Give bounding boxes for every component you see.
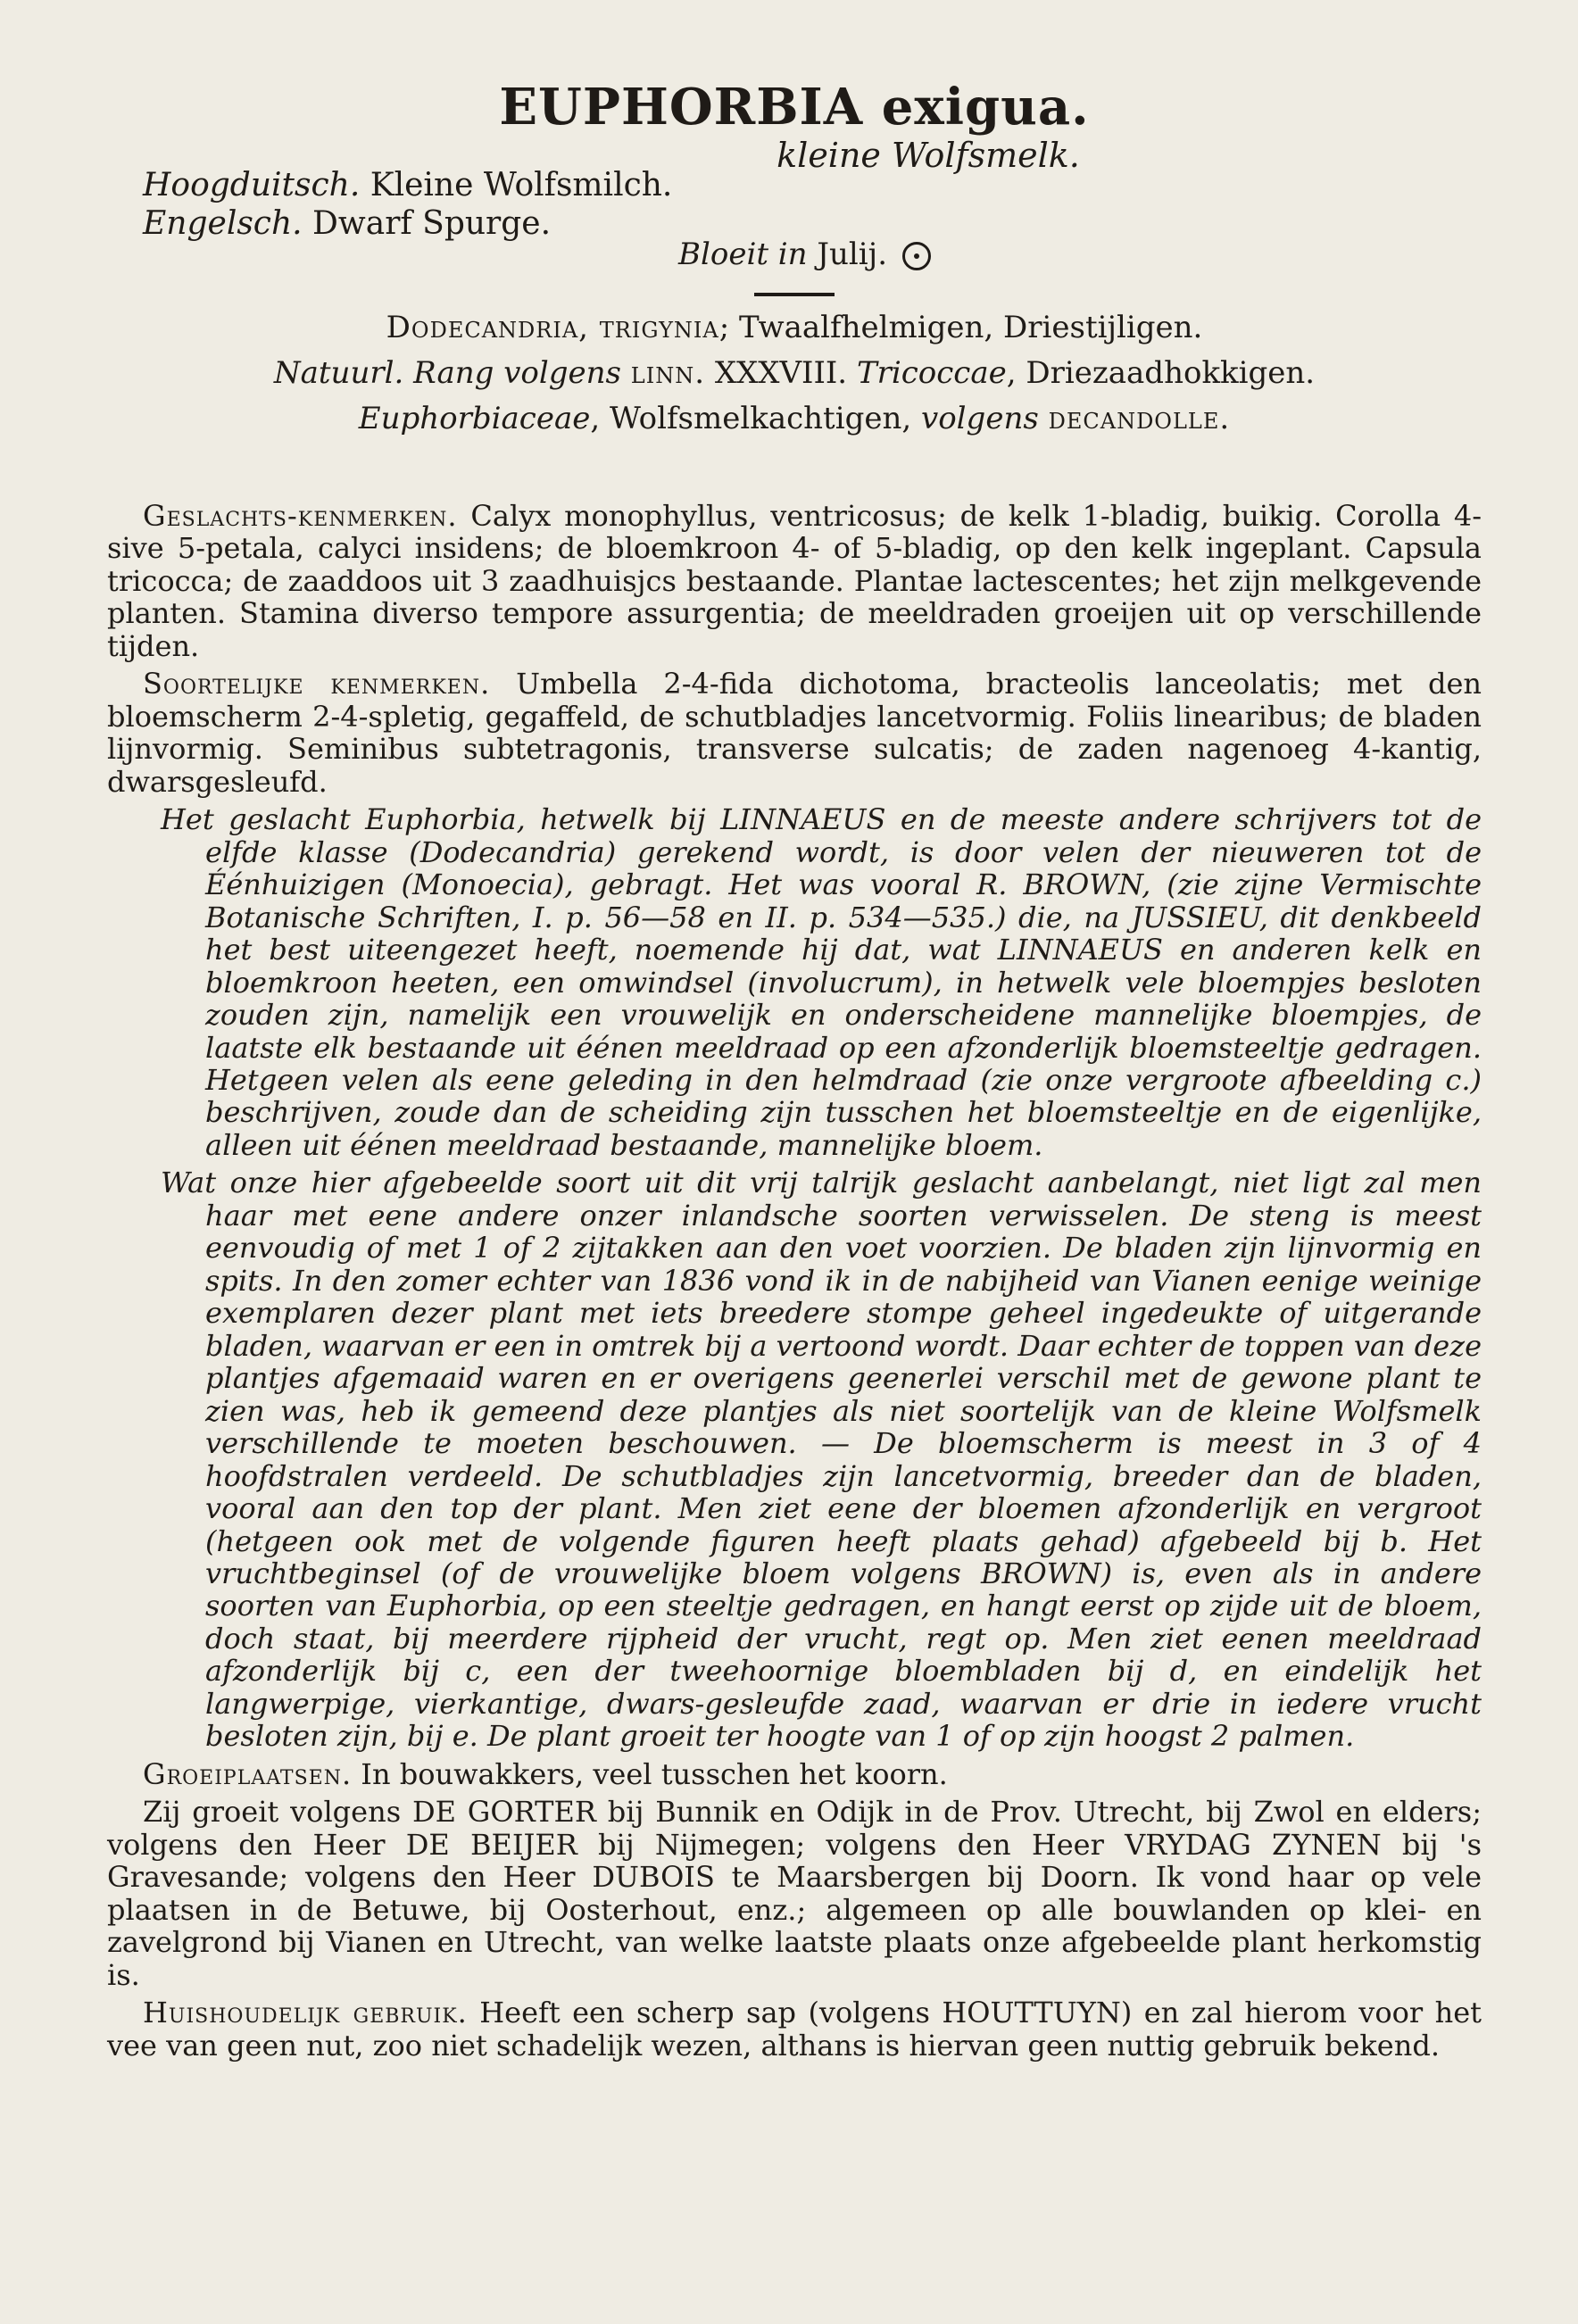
german-name-line <box>143 166 672 204</box>
page-title: EUPHORBIA exigua. <box>499 78 1090 137</box>
bloom-month: Julij. <box>817 237 888 272</box>
classification-line-2 <box>107 351 1482 396</box>
volgens-label: volgens <box>921 401 1039 436</box>
page <box>107 80 1482 2258</box>
divider-rule <box>754 293 835 296</box>
classification <box>107 305 1482 442</box>
english-name: Dwarf Spurge. <box>312 205 552 243</box>
classification-line-1 <box>107 305 1482 351</box>
huis-heading: Huishoudelijk gebruik. <box>143 1996 468 2030</box>
bloom-label: Bloeit in <box>678 237 808 272</box>
huis-text: Heeft een scherp sap (volgens HOUTTUYN) en zal hierom voor het vee van geen nut, zoo niet schadelijk wezen, althans is hiervan geen nuttig gebruik bekend. <box>107 1996 1482 2063</box>
family-name: Euphorbiaceae <box>358 401 591 436</box>
paragraph-genus: Het geslacht Euphorbia, hetwelk bij LINNAEUS en de meeste andere schrijvers tot de elfde klasse (Dodecandria) gerekend wordt, is door velen der nieuweren tot de Éénhuizigen (Monoecia), gebragt. Het was vooral R. BROWN, (zie zijne Vermischte Botanische Schriften, I. p. 56—58 en II. p. 534—535.) die, na JUSSIEU, dit denkbeeld het best uiteengezet heeft, noemende hij dat, wat LINNAEUS en anderen kelk en bloemkroon heeten, een omwindsel (involucrum), in hetwelk vele bloempjes besloten zouden zijn, namelijk een vrouwelijk en onderscheidene mannelijke bloempjes, de laatste elk bestaande uit éénen meeldraad op een afzonderlijk bloemsteeltje gedragen. Hetgeen velen als eene geleding in den helmdraad (zie onze vergroote afbeelding c.) beschrijven, zoude dan de scheiding zijn tusschen het bloemsteeltje en de eigenlijke, alleen uit éénen meeldraad bestaande, mannelijke bloem. <box>161 802 1482 1162</box>
english-name-line <box>143 204 672 243</box>
geslacht-heading: Geslachts-kenmerken. <box>143 499 458 533</box>
decandolle-ref: decandolle. <box>1048 401 1231 436</box>
classification-line-3 <box>107 396 1482 442</box>
class-system: Dodecandria, trigynia <box>386 310 719 345</box>
groei-section <box>107 1758 1482 1790</box>
natural-rank-label: Natuurl. Rang volgens <box>273 355 621 391</box>
soort-section <box>107 668 1482 798</box>
soort-text: Umbella 2-4-fida dichotoma, bracteolis lanceolatis; met den bloemscherm 2-4-spletig, gegaffeld, de schutbladjes lancetvormig. Foliis linearibus; de bladen lijnvormig. Seminibus subtetragonis, transverse sulcatis; de zaden nagenoeg 4-kantig, dwarsgesleufd. <box>107 667 1482 799</box>
linn-abbrev: linn. <box>630 355 706 391</box>
german-name: Kleine Wolfsmilch. <box>370 167 673 203</box>
page-subtitle: kleine Wolfsmelk. <box>777 135 1080 175</box>
geslacht-section <box>107 500 1482 662</box>
annual-symbol-icon <box>902 242 931 270</box>
rank-name-nl: , Driezaadhokkigen. <box>1006 355 1316 391</box>
huis-section <box>107 1996 1482 2062</box>
class-system-nl: ; Twaalfhelmigen, Driestijligen. <box>718 310 1203 345</box>
paragraph-species: Wat onze hier afgebeelde soort uit dit vrij talrijk geslacht aanbelangt, niet ligt zal men haar met eene andere onzer inlandsche soorten verwisselen. De steng is meest eenvoudig of met 1 of 2 zijtakken aan den voet voorzien. De bladen zijn lijnvormig en spits. In den zomer echter van 1836 vond ik in de nabijheid van Vianen eenige weinige exemplaren dezer plant met iets breedere stompe geheel ingedeukte of uitgerande bladen, waarvan er een in omtrek bij a vertoond wordt. Daar echter de toppen van deze plantjes afgemaaid waren en er overigens geenerlei verschil met de gewone plant te zien was, heb ik gemeend deze plantjes als niet soortelijk van de kleine Wolfsmelk verschillende te moeten beschouwen. — De bloemscherm is meest in 3 of 4 hoofdstralen verdeeld. De schutbladjes zijn lancetvormig, breeder dan de bladen, vooral aan den top der plant. Men ziet eene der bloemen afzonderlijk en vergroot (hetgeen ook met de volgende figuren heeft plaats gehad) afgebeeld bij b. Het vruchtbeginsel (of de vrouwelijke bloem volgens BROWN) is, even als in andere soorten van Euphorbia, op een steeltje gedragen, en hangt eerst op zijde uit de bloem, doch staat, bij meerdere rijpheid der vrucht, regt op. Men ziet eenen meeldraad afzonderlijk bij c, een der tweehoornige bloembladen bij d, en eindelijk het langwerpige, vierkantige, dwars-gesleufde zaad, waarvan er drie in iedere vrucht besloten zijn, bij e. De plant groeit ter hoogte van 1 of op zijn hoogst 2 palmen. <box>161 1166 1482 1754</box>
groei-heading: Groeiplaatsen. <box>143 1756 353 1791</box>
main-text <box>107 500 1482 2067</box>
soort-heading: Soortelijke kenmerken. <box>143 667 491 701</box>
common-names <box>143 166 672 243</box>
bloom-line <box>678 237 931 272</box>
german-lang: Hoogduitsch. <box>143 167 361 203</box>
groei-text: In bouwakkers, veel tusschen het koorn. <box>361 1756 948 1791</box>
rank-name: Tricoccae <box>856 355 1007 391</box>
english-lang: Engelsch. <box>143 205 303 243</box>
geslacht-text: Calyx monophyllus, ventricosus; de kelk 1-bladig, buikig. Corolla 4-sive 5-petala, calyci insidens; de bloemkroon 4- of 5-bladig, op den kelk ingeplant. Capsula tricocca; de zaaddoos uit 3 zaadhuisjcs bestaande. Plantae lactescentes; het zijn melkgevende planten. Stamina diverso tempore assurgentia; de meeldraden groeijen uit op verschillende tijden. <box>107 499 1482 663</box>
family-name-nl: , Wolfsmelkachtigen, <box>590 401 912 436</box>
rank-number: XXXVIII. <box>714 355 848 391</box>
groei-locations: Zij groeit volgens DE GORTER bij Bunnik en Odijk in de Prov. Utrecht, bij Zwol en elders; volgens den Heer DE BEIJER bij Nijmegen; volgens den Heer VRYDAG ZYNEN bij 's Gravesande; volgens den Heer DUBOIS te Maarsbergen bij Doorn. Ik vond haar op vele plaatsen in de Betuwe, bij Oosterhout, enz.; algemeen op alle bouwlanden op klei- en zavelgrond bij Vianen en Utrecht, van welke laatste plaats onze afgebeelde plant herkomstig is. <box>107 1795 1482 1992</box>
